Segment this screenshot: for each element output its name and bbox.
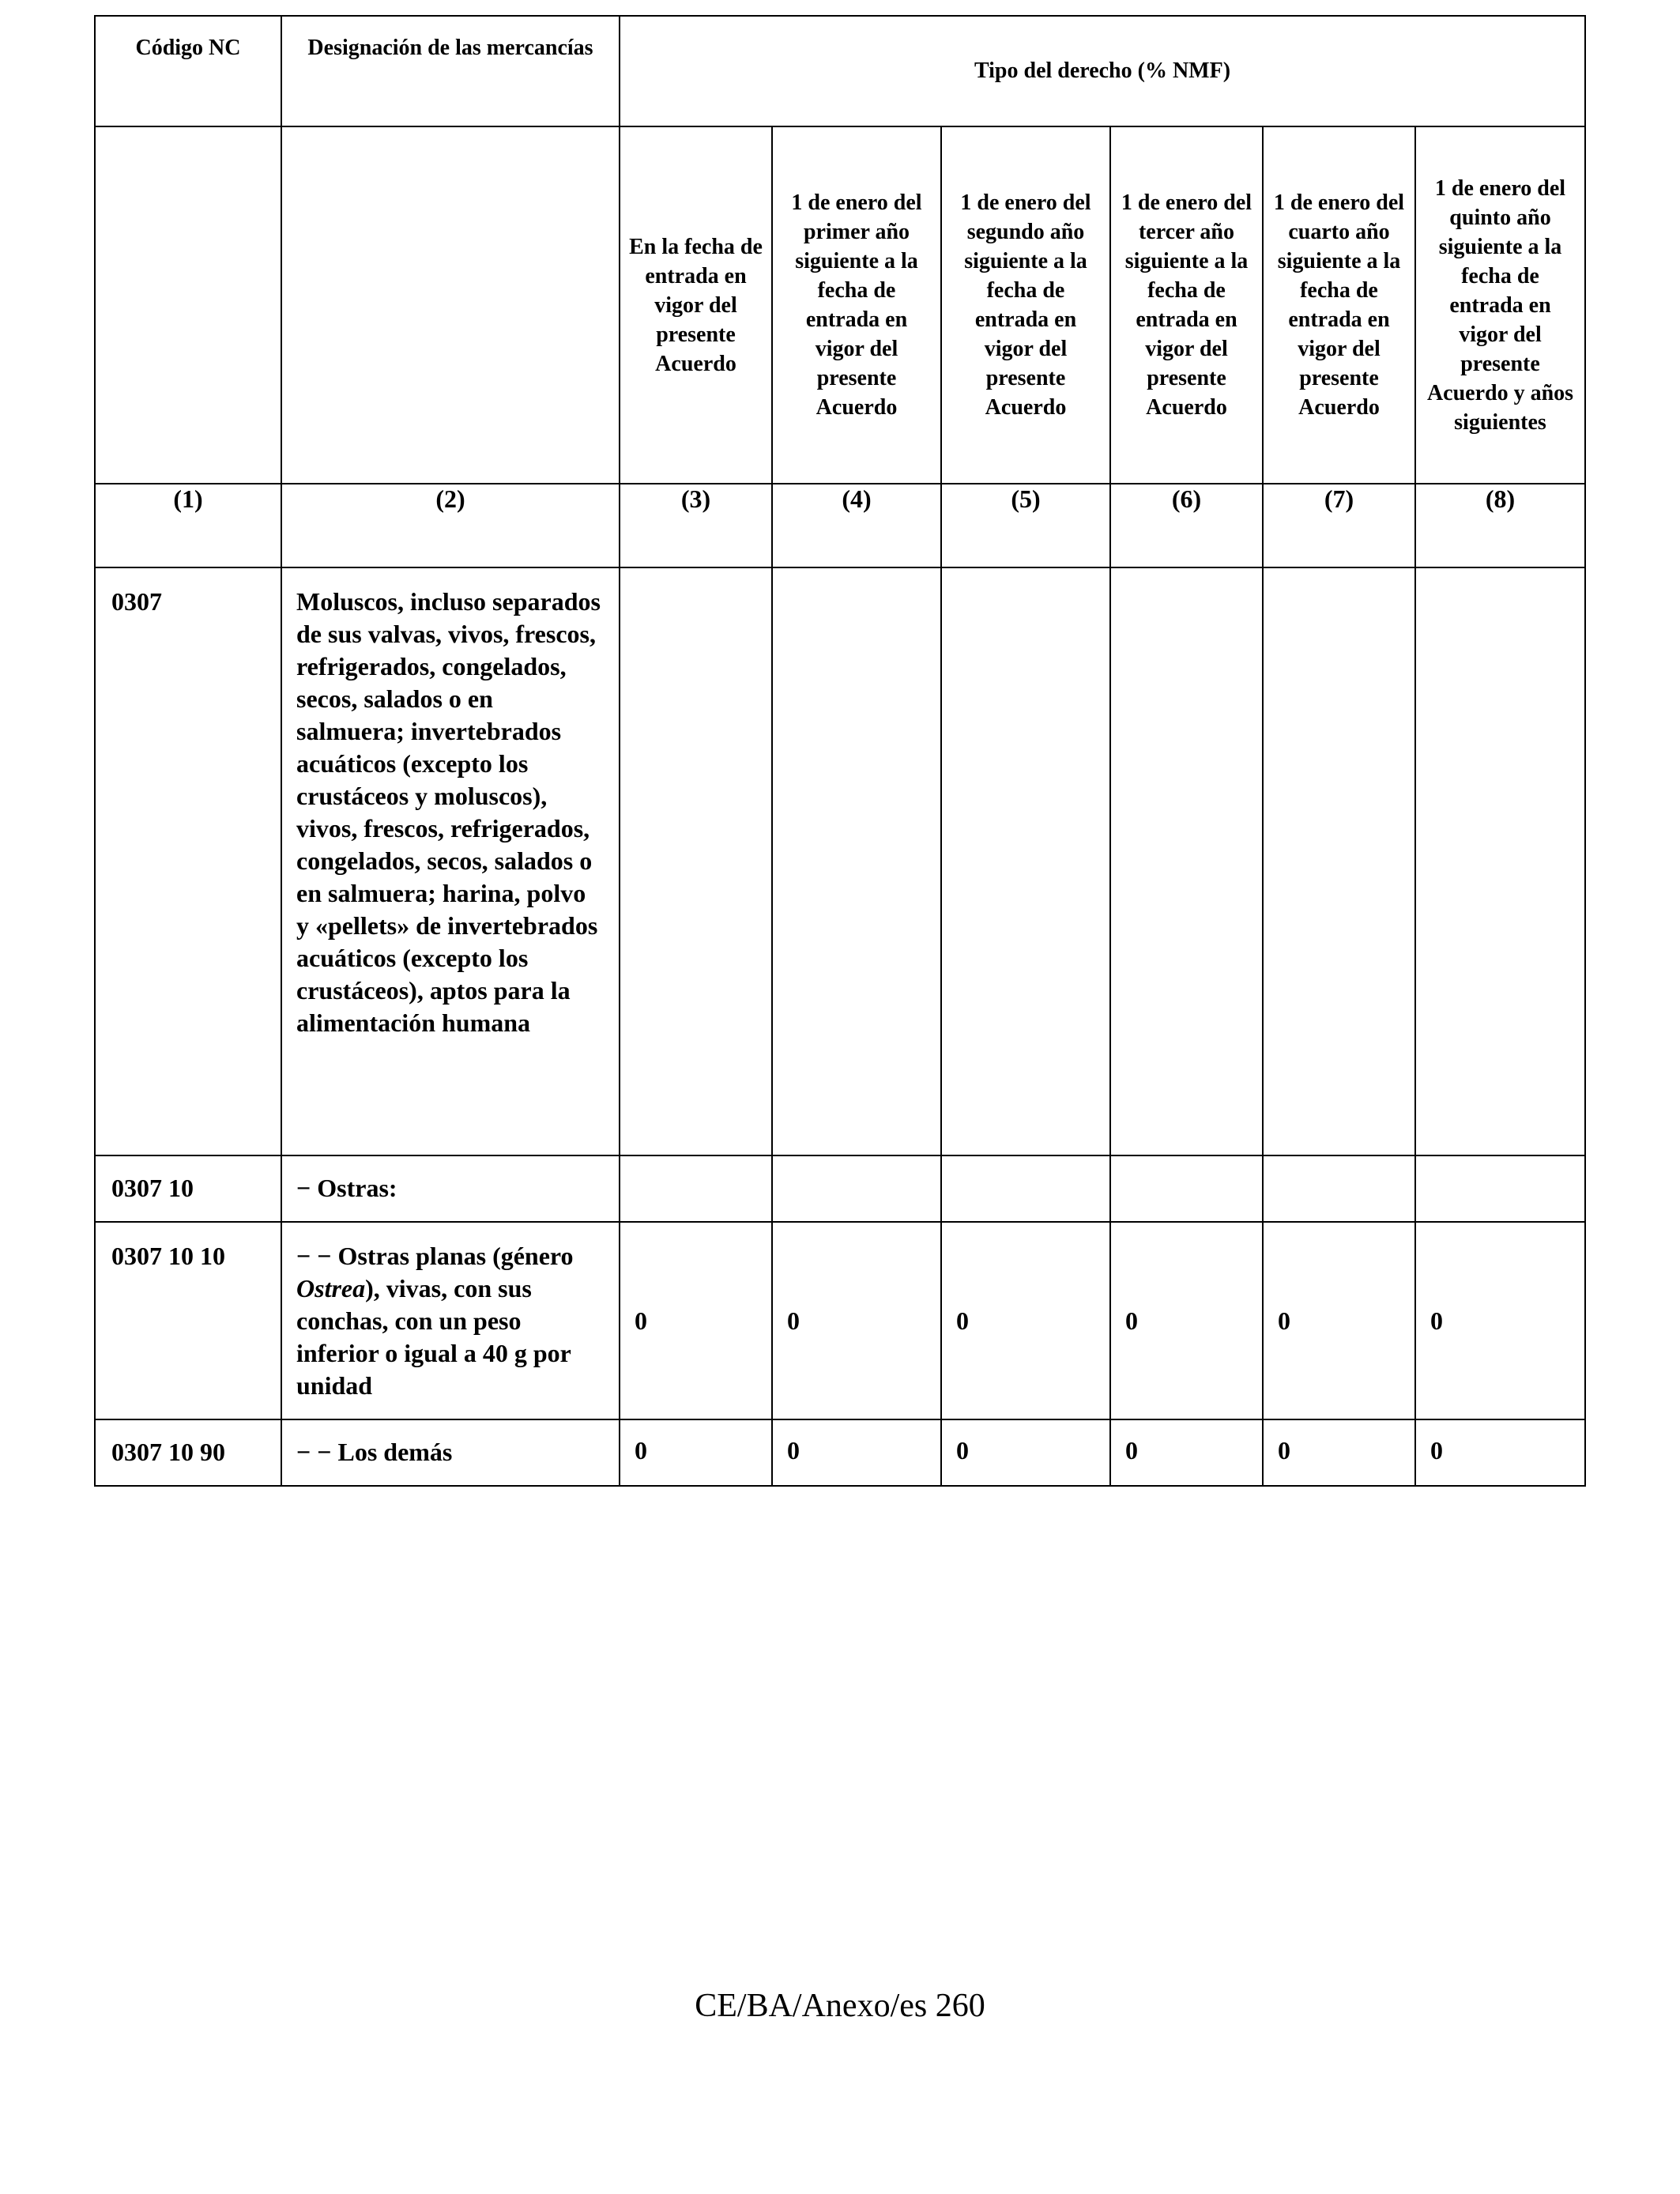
rate-cell (1110, 567, 1263, 1155)
header-col-4: 1 de enero del primer año siguiente a la fecha de entrada en vigor del presente Acuerdo (772, 126, 941, 484)
goods-description: − − Los demás (281, 1419, 620, 1486)
col-number: (5) (941, 484, 1110, 567)
header-col-5: 1 de enero del segundo año siguiente a la fecha de entrada en vigor del presente Acuerdo (941, 126, 1110, 484)
header-code: Código NC (95, 16, 281, 126)
rate-cell: 0 (772, 1222, 941, 1419)
rate-cell: 0 (620, 1222, 772, 1419)
col-number: (6) (1110, 484, 1263, 567)
page-footer: CE/BA/Anexo/es 260 (695, 1988, 985, 2024)
rate-cell (772, 567, 941, 1155)
rate-cell (1263, 567, 1415, 1155)
cn-code: 0307 10 (95, 1155, 281, 1222)
rate-cell: 0 (941, 1222, 1110, 1419)
rate-cell (1263, 1155, 1415, 1222)
header-duty-type: Tipo del derecho (% NMF) (620, 16, 1585, 126)
col-number: (7) (1263, 484, 1415, 567)
rate-cell (941, 567, 1110, 1155)
rate-cell (1415, 1155, 1585, 1222)
header-row-top (95, 16, 1585, 126)
cn-code: 0307 10 90 (95, 1419, 281, 1486)
rate-cell (1110, 1155, 1263, 1222)
goods-description: − Ostras: (281, 1155, 620, 1222)
header-row-columns (95, 126, 1585, 484)
header-col-6: 1 de enero del tercer año siguiente a la fecha de entrada en vigor del presente Acuerdo (1110, 126, 1263, 484)
header-designation: Designación de las mercancías (281, 16, 620, 126)
rate-cell: 0 (620, 1419, 772, 1486)
rate-cell: 0 (772, 1419, 941, 1486)
header-blank-designation (281, 126, 620, 484)
rate-cell (772, 1155, 941, 1222)
desc-text: ), vivas, con sus conchas, con un peso inferior o igual a 40 g por unidad (296, 1274, 571, 1400)
rate-cell: 0 (1415, 1222, 1585, 1419)
header-col-7: 1 de enero del cuarto año siguiente a la fecha de entrada en vigor del presente Acuerdo (1263, 126, 1415, 484)
rate-cell: 0 (1110, 1222, 1263, 1419)
rate-cell (1415, 567, 1585, 1155)
table-row (95, 567, 1585, 1155)
header-blank-code (95, 126, 281, 484)
rate-cell: 0 (1263, 1419, 1415, 1486)
desc-text: − − Ostras planas (género (296, 1242, 574, 1270)
rate-cell: 0 (1263, 1222, 1415, 1419)
table-row (95, 1419, 1585, 1486)
col-number: (1) (95, 484, 281, 567)
tariff-table (94, 15, 1586, 1487)
rate-cell: 0 (1415, 1419, 1585, 1486)
goods-description: Moluscos, incluso separados de sus valvas, vivos, frescos, refrigerados, congelados, secos, salados o en salmuera; invertebrados acuáticos (excepto los crustáceos y moluscos), vivos, frescos, refrigerados, congelados, secos, salados o en salmuera; harina, polvo y «pellets» de invertebrados acuáticos (excepto los crustáceos), aptos para la alimentación humana (281, 567, 620, 1155)
header-col-8: 1 de enero del quinto año siguiente a la fecha de entrada en vigor del presente Acuerdo y años siguientes (1415, 126, 1585, 484)
table-row (95, 1155, 1585, 1222)
col-number: (2) (281, 484, 620, 567)
col-number: (4) (772, 484, 941, 567)
table-row (95, 1222, 1585, 1419)
header-col-3: En la fecha de entrada en vigor del presente Acuerdo (620, 126, 772, 484)
cn-code: 0307 10 10 (95, 1222, 281, 1419)
desc-italic-genus: Ostrea (296, 1274, 366, 1302)
cn-code: 0307 (95, 567, 281, 1155)
rate-cell (620, 567, 772, 1155)
rate-cell (941, 1155, 1110, 1222)
col-number: (8) (1415, 484, 1585, 567)
rate-cell: 0 (1110, 1419, 1263, 1486)
rate-cell (620, 1155, 772, 1222)
col-number: (3) (620, 484, 772, 567)
header-row-numbers (95, 484, 1585, 567)
goods-description (281, 1222, 620, 1419)
rate-cell: 0 (941, 1419, 1110, 1486)
